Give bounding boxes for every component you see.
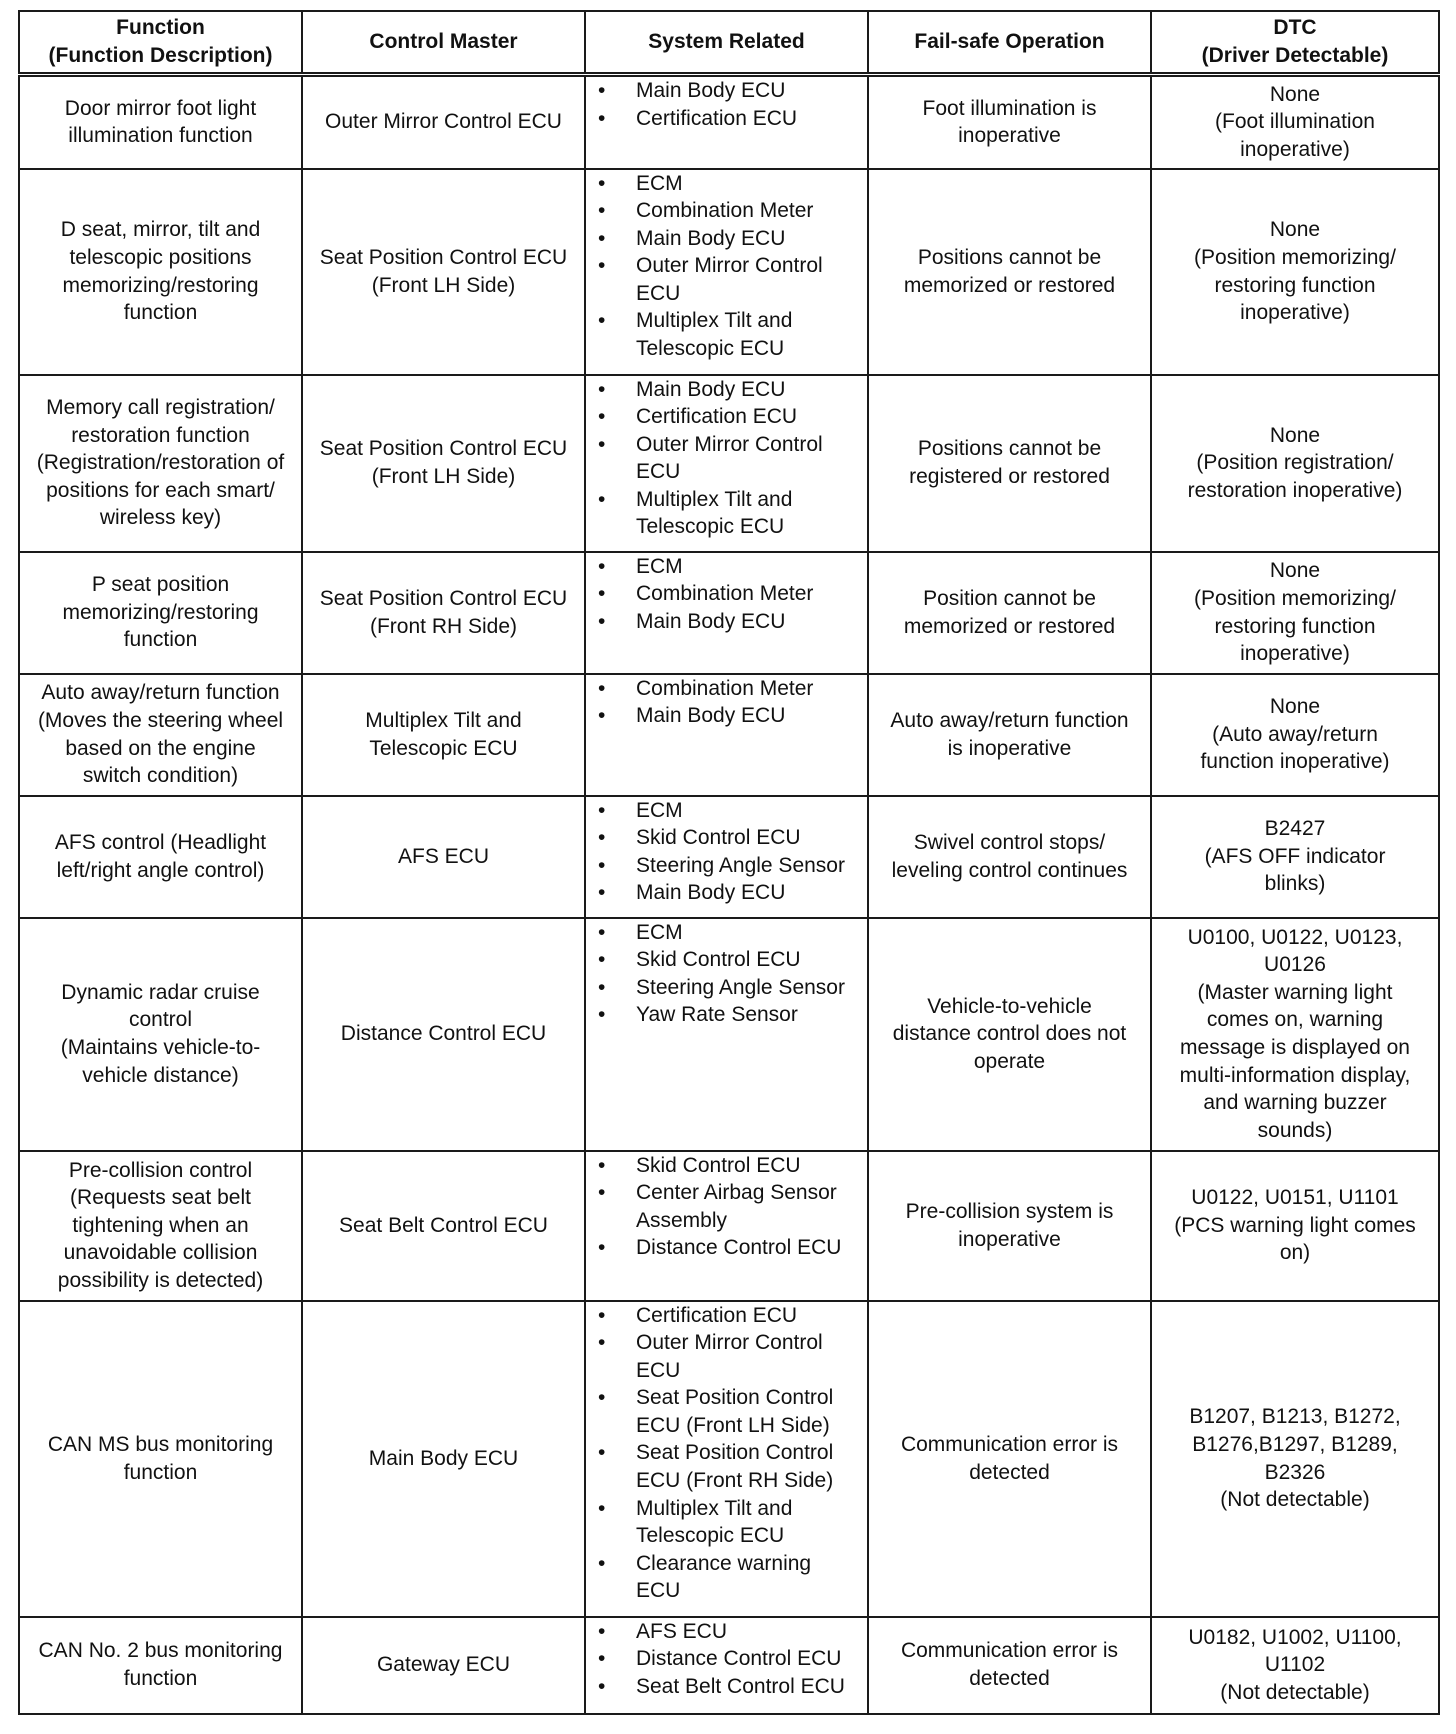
function-cell-line: Dynamic radar cruise	[61, 980, 260, 1004]
system-list-item	[586, 1152, 861, 1180]
table-row	[19, 75, 1439, 169]
system-list-item	[586, 1302, 861, 1330]
dtc-cell-line: inoperative)	[1240, 642, 1350, 666]
dtc-cell-line: None	[1269, 423, 1321, 447]
system-list-item	[586, 225, 861, 253]
dtc-cell-line: (Master warning light	[1197, 980, 1393, 1004]
system-list-item	[586, 77, 861, 105]
header-function: Function (Function Description)	[19, 11, 302, 75]
dtc-cell-line: B1207, B1213, B1272,	[1189, 1405, 1401, 1429]
system-list-item	[586, 403, 861, 431]
fail-safe-cell	[868, 796, 1151, 918]
table-row	[19, 375, 1439, 552]
system-item-line: ECU	[636, 281, 681, 305]
dtc-cell-line: inoperative)	[1240, 301, 1350, 325]
function-cell	[19, 918, 302, 1151]
fail-safe-cell-line: memorized or restored	[903, 614, 1116, 638]
table-row	[19, 1301, 1439, 1617]
dtc-cell	[1151, 1301, 1439, 1617]
dtc-cell-line: None	[1269, 695, 1321, 719]
dtc-cell	[1151, 1617, 1439, 1714]
function-cell-line: memorizing/restoring	[62, 273, 259, 297]
control-master-cell	[302, 375, 585, 552]
dtc-cell-line: message is displayed on	[1180, 1036, 1410, 1059]
control-master-cell-line: Seat Position Control ECU	[319, 245, 568, 269]
system-item-line: • Main Body ECU	[636, 881, 786, 905]
fail-safe-cell-line: leveling control continues	[891, 858, 1128, 882]
dtc-cell-line: blinks)	[1264, 872, 1326, 896]
fail-safe-cell-line: Foot illumination is	[922, 96, 1097, 120]
fail-safe-cell-line: registered or restored	[909, 465, 1110, 488]
table-row	[19, 1617, 1439, 1714]
dtc-cell-line: comes on, warning	[1206, 1008, 1384, 1032]
system-list	[586, 170, 861, 363]
fail-safe-cell	[868, 1151, 1151, 1301]
system-item-line: • Main Body ECU	[636, 226, 786, 250]
control-master-cell-line: (Front RH Side)	[369, 614, 518, 638]
system-item-line: • ECM	[636, 798, 683, 822]
system-item-line: • Multiplex Tilt and	[636, 1496, 793, 1520]
system-list-item	[586, 852, 861, 880]
system-list-item	[586, 1495, 861, 1550]
system-list	[586, 77, 861, 132]
system-item-line: • Main Body ECU	[636, 609, 786, 633]
system-item-line: ECU (Front LH Side)	[636, 1413, 830, 1437]
function-cell-line: Memory call registration/	[46, 396, 275, 420]
control-master-cell-line: (Front LH Side)	[371, 273, 516, 297]
function-cell-line: Pre-collision control	[68, 1158, 253, 1182]
system-list-item	[586, 797, 861, 825]
control-master-cell-line: Seat Belt Control ECU	[339, 1213, 548, 1237]
system-list	[586, 1302, 861, 1606]
system-list-item	[586, 1329, 861, 1384]
dtc-cell-line: on)	[1279, 1241, 1311, 1265]
control-master-cell	[302, 796, 585, 918]
system-item-line: • Distance Control ECU	[636, 1647, 842, 1671]
dtc-cell-line: restoring function	[1214, 614, 1376, 638]
system-list-item	[586, 197, 861, 225]
dtc-cell-line: function inoperative)	[1200, 750, 1390, 774]
fail-safe-cell-line: inoperative	[958, 124, 1061, 148]
function-cell-line: D seat, mirror, tilt and	[60, 218, 261, 242]
system-list-item	[586, 1550, 861, 1605]
dtc-cell-line: U0126	[1264, 953, 1326, 977]
dtc-cell-line: and warning buzzer	[1203, 1091, 1387, 1115]
dtc-cell-line: (Not detectable)	[1220, 1488, 1370, 1512]
dtc-cell-line: (Position memorizing/	[1194, 245, 1396, 269]
dtc-cell-line: None	[1269, 559, 1321, 583]
function-cell-line: based on the engine	[65, 736, 256, 760]
fail-safe-cell	[868, 1301, 1151, 1617]
control-master-cell	[302, 674, 585, 796]
function-cell-line: unavoidable collision	[63, 1241, 258, 1265]
system-list-item	[586, 824, 861, 852]
control-master-cell	[302, 1301, 585, 1617]
header-system-related: System Related	[585, 11, 868, 75]
dtc-cell-line: (Position memorizing/	[1194, 586, 1396, 610]
system-related-cell	[585, 918, 868, 1151]
dtc-cell	[1151, 375, 1439, 552]
system-item-line: • Main Body ECU	[636, 79, 786, 102]
system-item-line: • Certification ECU	[636, 106, 798, 130]
fail-safe-cell-line: Vehicle-to-vehicle	[927, 994, 1092, 1018]
system-item-line: ECU	[636, 1579, 681, 1603]
system-list-item	[586, 974, 861, 1002]
system-list	[586, 1152, 861, 1262]
system-related-cell	[585, 1617, 868, 1714]
system-list-item	[586, 1001, 861, 1029]
system-list-item	[586, 919, 861, 947]
system-list-item	[586, 252, 861, 307]
dtc-cell-line: U0182, U1002, U1100,	[1188, 1625, 1402, 1649]
function-cell-line: memorizing/restoring	[62, 600, 259, 624]
system-item-line: • Outer Mirror Control	[636, 254, 823, 278]
fail-safe-cell-line: memorized or restored	[903, 273, 1116, 297]
system-list-item	[586, 1179, 861, 1234]
system-item-line: • Distance Control ECU	[636, 1236, 842, 1260]
system-list-item	[586, 486, 861, 541]
function-cell	[19, 75, 302, 169]
function-cell-line: tightening when an	[72, 1213, 249, 1237]
function-cell-line: function	[123, 301, 198, 325]
dtc-cell-line: sounds)	[1257, 1118, 1333, 1142]
dtc-cell-line: (Auto away/return	[1212, 722, 1378, 746]
control-master-cell-line: Distance Control ECU	[340, 1022, 547, 1046]
system-related-cell	[585, 674, 868, 796]
function-cell-line: function	[123, 1460, 198, 1484]
table-row	[19, 674, 1439, 796]
function-cell-line: (Registration/restoration of	[36, 451, 285, 475]
fail-safe-cell-line: Positions cannot be	[917, 245, 1102, 269]
function-cell-line: function	[123, 628, 198, 652]
system-item-line: • Certification ECU	[636, 1303, 798, 1327]
system-item-line: • ECM	[636, 171, 683, 195]
system-item-line: • Seat Belt Control ECU	[636, 1674, 845, 1698]
function-cell-line: left/right angle control)	[56, 858, 265, 882]
dtc-cell-line: restoring function	[1214, 273, 1376, 297]
fail-safe-cell-line: Communication error is	[900, 1639, 1119, 1663]
fail-safe-cell-line: Pre-collision system is	[905, 1199, 1114, 1223]
control-master-cell	[302, 918, 585, 1151]
fail-safe-cell-line: detected	[969, 1460, 1050, 1484]
function-cell-line: wireless key)	[99, 506, 222, 530]
header-row	[19, 11, 1439, 75]
fail-safe-cell-line: detected	[969, 1667, 1050, 1690]
dtc-cell	[1151, 796, 1439, 918]
table-row	[19, 918, 1439, 1151]
dtc-cell-line: None	[1269, 218, 1321, 242]
header-dtc: DTC (Driver Detectable)	[1151, 11, 1439, 75]
function-cell-line: CAN MS bus monitoring	[47, 1432, 274, 1456]
system-item-line: • ECM	[636, 920, 683, 944]
system-item-line: • Outer Mirror Control	[636, 1331, 823, 1355]
dtc-cell-line: (Foot illumination	[1215, 110, 1375, 134]
system-list	[586, 919, 861, 1029]
fail-safe-cell	[868, 674, 1151, 796]
dtc-cell	[1151, 674, 1439, 796]
system-list-item	[586, 105, 861, 133]
control-master-cell	[302, 75, 585, 169]
control-master-cell-line: Gateway ECU	[376, 1653, 511, 1677]
system-list-item	[586, 702, 861, 730]
function-cell	[19, 796, 302, 918]
system-list	[586, 797, 861, 907]
system-item-line: Telescopic ECU	[636, 515, 785, 539]
system-item-line: • Yaw Rate Sensor	[636, 1003, 798, 1027]
function-table	[18, 10, 1440, 1715]
system-list-item	[586, 1618, 861, 1646]
function-cell-line: telescopic positions	[69, 245, 252, 269]
control-master-cell	[302, 169, 585, 375]
header-fail-safe: Fail-safe Operation	[868, 11, 1151, 75]
function-cell-line: restoration function	[71, 423, 250, 447]
system-list	[586, 376, 861, 542]
dtc-cell-line: (PCS warning light comes	[1174, 1213, 1416, 1237]
control-master-cell	[302, 552, 585, 674]
dtc-cell-line: (Position registration/	[1196, 451, 1394, 475]
system-item-line: • Multiplex Tilt and	[636, 309, 793, 333]
fail-safe-cell-line: Auto away/return function	[890, 708, 1129, 732]
function-cell-line: vehicle distance)	[82, 1063, 239, 1087]
control-master-cell-line: Outer Mirror Control ECU	[325, 110, 562, 134]
table-row	[19, 1151, 1439, 1301]
function-cell-line: illumination function	[68, 124, 253, 148]
dtc-cell-line: None	[1269, 82, 1321, 106]
system-list-item	[586, 675, 861, 703]
system-related-cell	[585, 1301, 868, 1617]
dtc-cell-line: U0100, U0122, U0123,	[1187, 925, 1403, 949]
function-cell	[19, 1151, 302, 1301]
control-master-cell	[302, 1151, 585, 1301]
fail-safe-cell-line: is inoperative	[947, 736, 1072, 760]
fail-safe-cell-line: distance control does not	[892, 1022, 1127, 1046]
system-list-item	[586, 376, 861, 404]
dtc-cell-line: restoration inoperative)	[1187, 478, 1403, 502]
system-list-item	[586, 1384, 861, 1439]
dtc-cell	[1151, 1151, 1439, 1301]
system-item-line: ECU (Front RH Side)	[636, 1469, 834, 1493]
system-item-line: • Skid Control ECU	[636, 948, 801, 972]
fail-safe-cell	[868, 75, 1151, 169]
dtc-cell-line: U1102	[1264, 1653, 1326, 1677]
system-list-item	[586, 1673, 861, 1701]
control-master-cell-line: Telescopic ECU	[369, 736, 518, 760]
fail-safe-cell	[868, 552, 1151, 674]
fail-safe-cell-line: Communication error is	[900, 1432, 1119, 1456]
system-item-line: • Combination Meter	[636, 199, 814, 223]
dtc-cell-line: U0122, U0151, U1101	[1191, 1186, 1399, 1210]
function-cell-line: control	[128, 1008, 193, 1032]
dtc-cell	[1151, 75, 1439, 169]
header-control-master: Control Master	[302, 11, 585, 75]
system-item-line: • Clearance warning	[636, 1551, 812, 1575]
function-cell-line: AFS control (Headlight	[54, 830, 267, 854]
system-item-line: • Seat Position Control	[636, 1441, 834, 1465]
function-cell-line: switch condition)	[82, 764, 239, 788]
function-cell	[19, 1301, 302, 1617]
control-master-cell-line: Main Body ECU	[368, 1446, 519, 1470]
function-cell	[19, 674, 302, 796]
function-cell-line: CAN No. 2 bus monitoring	[38, 1639, 283, 1663]
function-cell	[19, 552, 302, 674]
document-page	[18, 10, 1438, 1715]
fail-safe-cell-line: Swivel control stops/	[913, 830, 1106, 854]
table-row	[19, 169, 1439, 375]
system-item-line: • Combination Meter	[636, 582, 814, 606]
system-item-line: ECU	[636, 1358, 681, 1382]
system-item-line: Telescopic ECU	[636, 337, 785, 361]
system-related-cell	[585, 375, 868, 552]
dtc-cell	[1151, 169, 1439, 375]
system-list-item	[586, 946, 861, 974]
table-row	[19, 796, 1439, 918]
control-master-cell-line: Multiplex Tilt and	[365, 708, 522, 732]
function-cell-line: possibility is detected)	[57, 1268, 264, 1292]
fail-safe-cell	[868, 1617, 1151, 1714]
fail-safe-cell-line: Positions cannot be	[917, 437, 1102, 461]
fail-safe-cell-line: Position cannot be	[923, 586, 1096, 610]
system-item-line: • AFS ECU	[636, 1619, 728, 1643]
system-item-line: • Steering Angle Sensor	[636, 975, 845, 999]
dtc-cell	[1151, 918, 1439, 1151]
control-master-cell	[302, 1617, 585, 1714]
system-list-item	[586, 608, 861, 636]
system-list-item	[586, 431, 861, 486]
system-list-item	[586, 170, 861, 198]
function-cell-line: P seat position	[91, 573, 230, 597]
control-master-cell-line: AFS ECU	[397, 844, 489, 868]
system-item-line: • ECM	[636, 554, 683, 578]
system-item-line: • Multiplex Tilt and	[636, 487, 793, 511]
table-row	[19, 552, 1439, 674]
fail-safe-cell	[868, 918, 1151, 1151]
dtc-cell	[1151, 552, 1439, 674]
fail-safe-cell	[868, 375, 1151, 552]
system-related-cell	[585, 1151, 868, 1301]
system-item-line: ECU	[636, 460, 681, 484]
system-item-line: • Combination Meter	[636, 676, 814, 700]
fail-safe-cell-line: inoperative	[958, 1227, 1061, 1251]
system-list-item	[586, 879, 861, 907]
system-item-line: • Main Body ECU	[636, 377, 786, 401]
system-list	[586, 553, 861, 636]
system-item-line: • Outer Mirror Control	[636, 432, 823, 456]
system-item-line: Assembly	[636, 1208, 728, 1232]
system-item-line: Telescopic ECU	[636, 1524, 785, 1548]
system-list	[586, 1618, 861, 1701]
system-item-line: • Skid Control ECU	[636, 1153, 801, 1177]
control-master-cell-line: Seat Position Control ECU	[319, 586, 568, 610]
function-cell-line: Auto away/return function	[41, 681, 280, 705]
function-cell-line: Door mirror foot light	[64, 96, 257, 120]
system-list-item	[586, 580, 861, 608]
dtc-cell-line: B2326	[1264, 1460, 1326, 1484]
function-cell-line: function	[123, 1667, 198, 1690]
system-related-cell	[585, 169, 868, 375]
function-cell-line: positions for each smart/	[46, 478, 275, 502]
control-master-cell-line: (Front LH Side)	[371, 465, 516, 488]
system-list	[586, 675, 861, 730]
system-item-line: • Steering Angle Sensor	[636, 853, 845, 877]
system-related-cell	[585, 796, 868, 918]
function-cell-line: (Moves the steering wheel	[37, 708, 284, 732]
function-cell	[19, 1617, 302, 1714]
system-list-item	[586, 1234, 861, 1262]
dtc-cell-line: B1276,B1297, B1289,	[1192, 1432, 1398, 1456]
system-list-item	[586, 553, 861, 581]
system-related-cell	[585, 75, 868, 169]
system-item-line: • Seat Position Control	[636, 1386, 834, 1410]
system-item-line: • Center Airbag Sensor	[636, 1181, 837, 1205]
system-list-item	[586, 307, 861, 362]
fail-safe-cell	[868, 169, 1151, 375]
dtc-cell-line: (AFS OFF indicator	[1204, 844, 1386, 868]
function-cell-line: (Maintains vehicle-to-	[60, 1036, 261, 1059]
function-cell-line: (Requests seat belt	[70, 1186, 251, 1210]
system-list-item	[586, 1645, 861, 1673]
system-item-line: • Main Body ECU	[636, 704, 786, 728]
system-item-line: • Skid Control ECU	[636, 826, 801, 850]
control-master-cell-line: Seat Position Control ECU	[319, 437, 568, 461]
fail-safe-cell-line: operate	[973, 1049, 1046, 1073]
system-related-cell	[585, 552, 868, 674]
dtc-cell-line: multi-information display,	[1179, 1063, 1411, 1087]
system-item-line: • Certification ECU	[636, 405, 798, 429]
function-cell	[19, 375, 302, 552]
function-cell	[19, 169, 302, 375]
dtc-cell-line: (Not detectable)	[1220, 1680, 1370, 1704]
dtc-cell-line: B2427	[1264, 817, 1326, 841]
system-list-item	[586, 1439, 861, 1494]
dtc-cell-line: inoperative)	[1240, 138, 1350, 162]
